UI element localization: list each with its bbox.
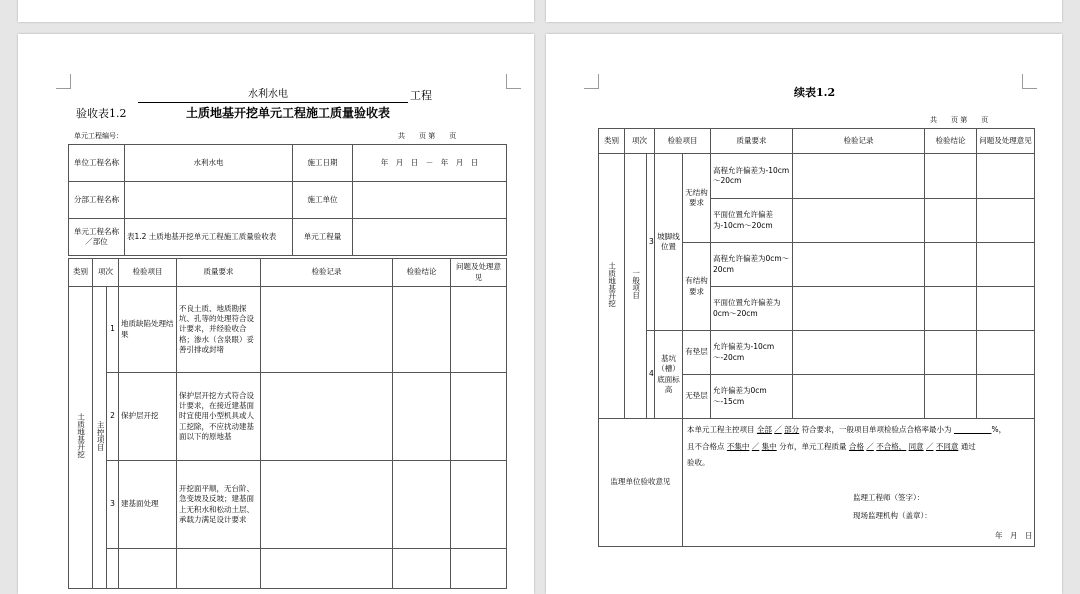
item-conclusion (393, 373, 451, 461)
item-name: 保护层开挖 (119, 373, 177, 461)
header-record: 检验记录 (261, 259, 393, 287)
item-issues (977, 199, 1035, 243)
continuation-table (598, 128, 1035, 547)
option-agree: 同意 (908, 442, 924, 452)
item-record (793, 243, 925, 287)
group-label: 有垫层 (683, 331, 711, 375)
item-record (261, 549, 393, 589)
builder-label: 施工单位 (293, 182, 353, 219)
option-slash: ／ (751, 442, 760, 452)
item-requirement: 平面位置允许偏差为-10cm～20cm (711, 199, 793, 243)
supervisor-text: 分布，单元工程质量 (779, 442, 847, 452)
item-issues (977, 287, 1035, 331)
item-issues (451, 287, 507, 373)
supervisor-text: 通过 (960, 442, 976, 452)
header-check-item: 检验项目 (655, 129, 711, 154)
form-title: 土质地基开挖单元工程施工质量验收表 (186, 106, 391, 120)
header-conclusion: 检验结论 (393, 259, 451, 287)
group-label: 有结构要求 (683, 243, 711, 331)
element-name-label: 单元工程名称／部位 (69, 219, 125, 256)
subcategory-cell (93, 287, 107, 589)
item-issues (451, 373, 507, 461)
item-issues (977, 243, 1035, 287)
unit-number-label: 单元工程编号： (74, 132, 123, 140)
header-item-no: 项次 (93, 259, 119, 287)
page-right (546, 34, 1062, 594)
option-unqualified: 不合格， (876, 442, 907, 452)
header-category: 类别 (69, 259, 93, 287)
date-label: 施工日期 (293, 145, 353, 182)
item-conclusion (925, 331, 977, 375)
item-requirement: 平面位置允许偏差为0cm～20cm (711, 287, 793, 331)
item-record (793, 331, 925, 375)
date-value: 年 月 日 － 年 月 日 (353, 145, 507, 182)
item-conclusion (925, 375, 977, 419)
supervisor-text: 本单元工程主控项目 (687, 425, 755, 434)
rate-blank (954, 425, 992, 434)
category-text: 土质地基开挖 (607, 261, 617, 307)
unit-name-label: 单位工程名称 (69, 145, 125, 182)
category-cell (599, 154, 625, 419)
item-no: 3 (107, 461, 119, 549)
supervisor-text: 符合要求，一般项目单项检验点合格率最小为 (801, 425, 952, 434)
item-conclusion (925, 199, 977, 243)
company-name: 水利水电 (248, 89, 288, 100)
header-issues: 问题及处理意见 (977, 129, 1035, 154)
item-requirement: 开挖面平顺，无台阶、急变坡及反坡；建基面上无积水和松动土层、承载力满足设计要求 (177, 461, 261, 549)
item-record (793, 199, 925, 243)
category-text: 土质地基开挖 (76, 413, 86, 459)
quantity-value (353, 219, 507, 256)
supervisor-label: 监理单位验收意见 (599, 419, 683, 547)
item-requirement: 允许偏差为0cm～-15cm (711, 375, 793, 419)
subcategory-text: 一般项目 (631, 269, 641, 300)
company-underline (138, 102, 408, 103)
item-record (793, 375, 925, 419)
item-requirement: 高程允许偏差为0cm～20cm (711, 243, 793, 287)
item-name: 基坑（槽）底面标高 (655, 331, 683, 419)
item-issues (977, 154, 1035, 199)
item-no (107, 549, 119, 589)
group-label: 无结构要求 (683, 154, 711, 243)
form-number: 验收表1.2 (76, 107, 127, 120)
supervisor-line-3: 验收。 (687, 458, 710, 468)
element-name-value: 表1.2 土质地基开挖单元工程施工质量验收表 (125, 219, 293, 256)
item-no: 4 (647, 331, 655, 419)
header-issues: 问题及处理意见 (451, 259, 507, 287)
option-all: 全部 (756, 425, 772, 434)
item-issues (451, 549, 507, 589)
header-info-table (68, 144, 507, 256)
category-cell (69, 287, 93, 589)
crop-mark (506, 74, 521, 89)
item-record (793, 287, 925, 331)
group-label: 无垫层 (683, 375, 711, 419)
option-slash: ／ (926, 442, 934, 452)
supervisor-line-2 (687, 442, 1030, 452)
supervisor-text: %， (991, 425, 1007, 434)
item-conclusion (925, 154, 977, 199)
page-left (18, 34, 534, 594)
previous-page-left (18, 0, 534, 22)
item-no: 1 (107, 287, 119, 373)
organization-seal: 现场监理机构（盖章）： (853, 511, 932, 520)
item-requirement: 不良土质、地质勘探坑、孔等的处理符合设计要求，并经验收合格；渗水（含泉眼）妥善引排或封堵 (177, 287, 261, 373)
item-requirement: 允许偏差为-10cm～-20cm (711, 331, 793, 375)
page-info: 共 页 第 页 (398, 132, 457, 140)
item-requirement (177, 549, 261, 589)
item-name (119, 549, 177, 589)
option-qualified: 合格 (848, 442, 864, 452)
item-conclusion (393, 549, 451, 589)
item-record (261, 287, 393, 373)
item-name: 地质缺陷处理结果 (119, 287, 177, 373)
option-slash: ／ (774, 425, 782, 434)
item-issues (451, 461, 507, 549)
item-record (261, 461, 393, 549)
previous-page-right (546, 0, 1062, 22)
engineer-signature: 监理工程师（签字）： (853, 493, 925, 502)
item-record (793, 154, 925, 199)
supervisor-opinion (683, 419, 1035, 547)
header-record: 检验记录 (793, 129, 925, 154)
gongcheng-label: 工程 (410, 89, 432, 102)
subcategory-cell (625, 154, 647, 419)
header-conclusion: 检验结论 (925, 129, 977, 154)
option-concentrated: 集中 (761, 442, 777, 452)
signature-date: 年 月 日 (995, 531, 1033, 540)
item-conclusion (925, 287, 977, 331)
item-name: 建基面处理 (119, 461, 177, 549)
item-requirement: 保护层开挖方式符合设计要求，在接近建基面时宜使用小型机具或人工挖除，不应扰动建基面以下的原地基 (177, 373, 261, 461)
header-check-item: 检验项目 (119, 259, 177, 287)
quantity-label: 单元工程量 (293, 219, 353, 256)
item-issues (977, 331, 1035, 375)
subcategory-text: 主控项目 (96, 420, 106, 451)
item-no: 3 (647, 154, 655, 331)
inspection-table (68, 258, 507, 589)
item-requirement: 高程允许偏差为-10cm～20cm (711, 154, 793, 199)
continuation-title: 续表1.2 (794, 86, 836, 99)
item-issues (977, 375, 1035, 419)
item-conclusion (393, 287, 451, 373)
header-item-no: 项次 (625, 129, 655, 154)
crop-mark (584, 74, 599, 89)
option-part: 部分 (784, 425, 800, 434)
header-quality-req: 质量要求 (177, 259, 261, 287)
page-info: 共 页 第 页 (930, 116, 989, 124)
header-category: 类别 (599, 129, 625, 154)
item-no: 2 (107, 373, 119, 461)
crop-mark (1022, 74, 1037, 89)
sub-project-value (125, 182, 293, 219)
unit-name-value: 水利水电 (125, 145, 293, 182)
supervisor-line-1 (687, 425, 1030, 435)
builder-value (353, 182, 507, 219)
sub-project-label: 分部工程名称 (69, 182, 125, 219)
supervisor-text: 且不合格点 (687, 442, 725, 452)
item-name: 坡脚线位置 (655, 154, 683, 331)
option-disagree: 不同意 (935, 442, 959, 452)
crop-mark (56, 74, 71, 89)
item-conclusion (925, 243, 977, 287)
header-quality-req: 质量要求 (711, 129, 793, 154)
option-slash: ／ (866, 442, 874, 452)
option-not-concentrated: 不集中 (726, 442, 750, 452)
item-record (261, 373, 393, 461)
item-conclusion (393, 461, 451, 549)
